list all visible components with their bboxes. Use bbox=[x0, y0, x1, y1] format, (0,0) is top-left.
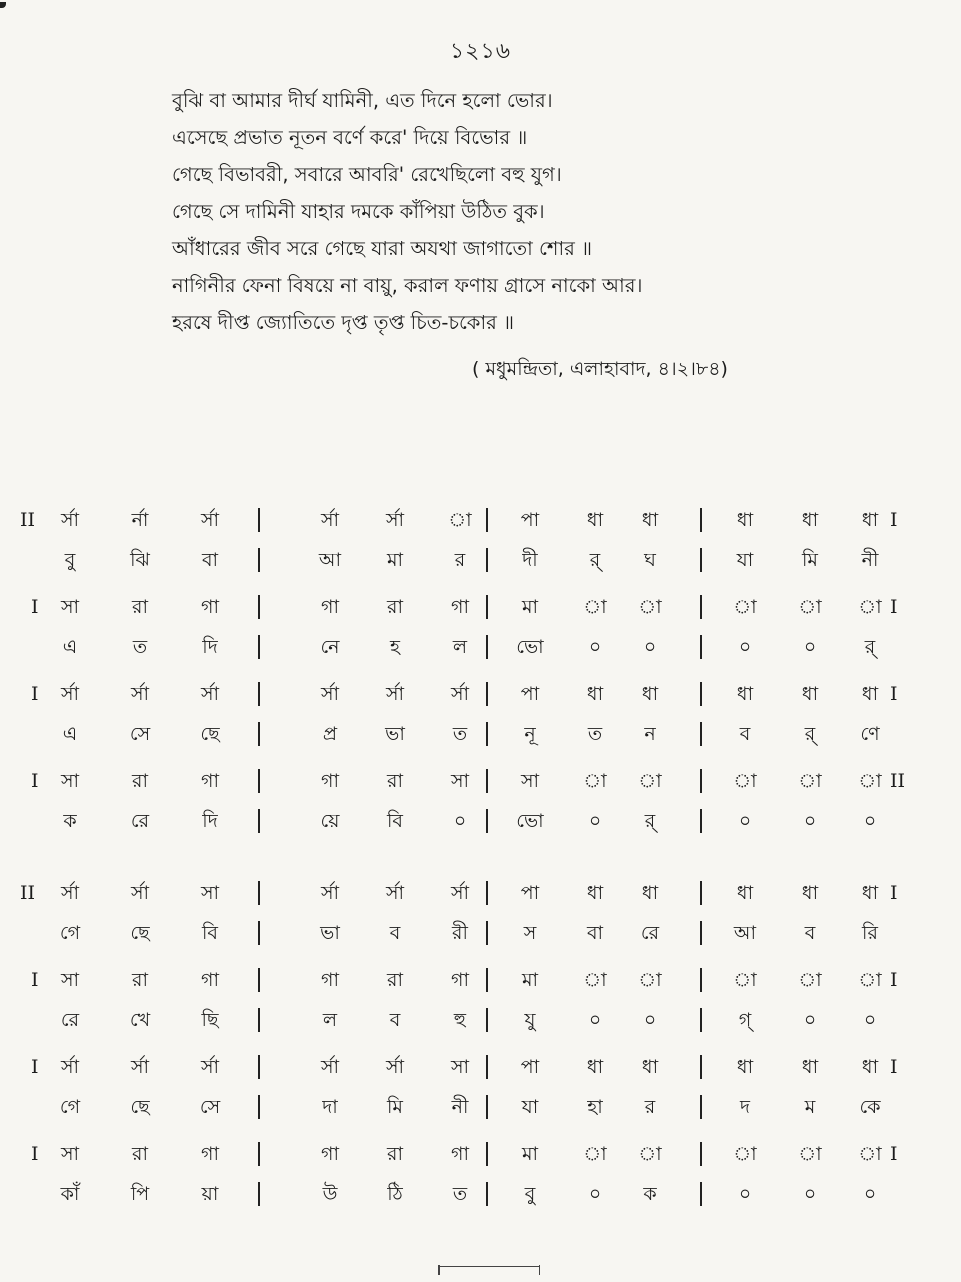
vibhag-separator bbox=[486, 595, 488, 619]
poem-line: নাগিনীর ফেনা বিষয়ে না বায়ু, করাল ফণায় গ্রাসে নাকো আর। bbox=[172, 274, 643, 297]
swara-note: র্সা bbox=[60, 1056, 80, 1078]
swara-note: গা bbox=[451, 1143, 469, 1165]
lyric-row bbox=[0, 801, 961, 841]
poem-line: বুঝি বা আমার দীর্ঘ যামিনী, এত দিনে হলো ভোর। bbox=[172, 89, 553, 112]
swara-note: র্না bbox=[131, 509, 149, 531]
lyric-syllable: ০ bbox=[643, 1009, 657, 1031]
lyric-syllable: গে bbox=[59, 922, 81, 944]
vibhag-separator bbox=[258, 968, 260, 992]
swara-note: া bbox=[858, 596, 882, 618]
vibhag-separator bbox=[258, 1008, 260, 1032]
swara-note: র্সা bbox=[60, 882, 80, 904]
lyric-row bbox=[0, 714, 961, 754]
lyric-syllable: ব bbox=[389, 1009, 401, 1031]
vibhag-separator bbox=[700, 881, 702, 905]
swara-note: পা bbox=[520, 683, 540, 705]
lyric-row bbox=[0, 1174, 961, 1214]
lyric-syllable: খে bbox=[129, 1009, 151, 1031]
lyric-syllable: পি bbox=[130, 1183, 150, 1205]
end-bar-mark: I bbox=[890, 1056, 898, 1078]
swara-note: র্সা bbox=[385, 683, 405, 705]
swara-note: র্সা bbox=[385, 1056, 405, 1078]
swara-note: সা bbox=[60, 1143, 80, 1165]
swara-note: া bbox=[638, 1143, 662, 1165]
vibhag-separator bbox=[700, 809, 702, 833]
lyric-syllable: দী bbox=[522, 549, 538, 571]
swara-note: ধা bbox=[736, 882, 754, 904]
lyric-row bbox=[0, 627, 961, 667]
vibhag-separator bbox=[700, 722, 702, 746]
lyric-syllable: ক bbox=[63, 810, 77, 832]
vibhag-separator bbox=[486, 921, 488, 945]
vibhag-separator bbox=[258, 881, 260, 905]
lyric-syllable: দি bbox=[202, 810, 218, 832]
vibhag-separator bbox=[258, 1095, 260, 1119]
swara-note: মা bbox=[521, 1143, 539, 1165]
vibhag-separator bbox=[486, 968, 488, 992]
poem-line: গেছে বিভাবরী, সবারে আবরি' রেখেছিলো বহু যুগ। bbox=[172, 163, 562, 186]
swara-note: সা bbox=[520, 770, 540, 792]
swara-note: া bbox=[583, 770, 607, 792]
lyric-row bbox=[0, 540, 961, 580]
bottom-bracket-mark bbox=[438, 1266, 540, 1279]
lyric-syllable: র bbox=[644, 1096, 656, 1118]
end-bar-mark: I bbox=[890, 1143, 898, 1165]
lyric-syllable: মি bbox=[387, 1096, 403, 1118]
lyric-syllable: বু bbox=[64, 549, 76, 571]
swara-note: া bbox=[733, 770, 757, 792]
vibhag-separator bbox=[258, 809, 260, 833]
swara-note: া bbox=[448, 509, 472, 531]
end-bar-mark: I bbox=[890, 596, 898, 618]
vibhag-separator bbox=[486, 1095, 488, 1119]
swara-note: ধা bbox=[641, 882, 659, 904]
lyric-syllable: ০ bbox=[803, 636, 817, 658]
vibhag-separator bbox=[700, 508, 702, 532]
lyric-syllable: রী bbox=[452, 922, 468, 944]
start-bar-mark: II bbox=[20, 509, 36, 531]
end-bar-mark: I bbox=[890, 969, 898, 991]
swara-row bbox=[0, 587, 961, 627]
lyric-syllable: বা bbox=[201, 549, 219, 571]
lyric-syllable: দা bbox=[322, 1096, 338, 1118]
lyric-syllable: সে bbox=[129, 723, 151, 745]
swara-note: পা bbox=[520, 882, 540, 904]
end-bar-mark: I bbox=[890, 882, 898, 904]
page-number: ১২১৬ bbox=[449, 39, 512, 64]
lyric-syllable: ভা bbox=[385, 723, 405, 745]
lyric-syllable: ক bbox=[643, 1183, 657, 1205]
lyric-syllable: ছে bbox=[200, 723, 220, 745]
vibhag-separator bbox=[258, 722, 260, 746]
vibhag-separator bbox=[486, 1055, 488, 1079]
corner-mark bbox=[0, 2, 6, 8]
lyric-syllable: এ bbox=[62, 636, 78, 658]
start-bar-mark: I bbox=[31, 969, 39, 991]
swara-note: সা bbox=[450, 1056, 470, 1078]
swara-note: র্সা bbox=[200, 509, 220, 531]
vibhag-separator bbox=[258, 921, 260, 945]
vibhag-separator bbox=[258, 682, 260, 706]
lyric-syllable: প্র bbox=[322, 723, 338, 745]
lyric-syllable: ০ bbox=[863, 1009, 877, 1031]
lyric-syllable: ন bbox=[644, 723, 656, 745]
lyric-syllable: এ bbox=[62, 723, 78, 745]
lyric-syllable: রি bbox=[862, 922, 878, 944]
start-bar-mark: I bbox=[31, 683, 39, 705]
swara-note: ধা bbox=[861, 882, 879, 904]
vibhag-separator bbox=[700, 1055, 702, 1079]
start-bar-mark: II bbox=[20, 882, 36, 904]
vibhag-separator bbox=[700, 1095, 702, 1119]
vibhag-separator bbox=[700, 635, 702, 659]
swara-note: গা bbox=[451, 596, 469, 618]
swara-row bbox=[0, 873, 961, 913]
start-bar-mark: I bbox=[31, 1143, 39, 1165]
swara-note: ধা bbox=[861, 1056, 879, 1078]
swara-note: ধা bbox=[641, 683, 659, 705]
lyric-syllable: ০ bbox=[738, 810, 752, 832]
lyric-syllable: ০ bbox=[863, 1183, 877, 1205]
lyric-syllable: বু bbox=[524, 1183, 536, 1205]
lyric-syllable: আ bbox=[318, 549, 342, 571]
swara-note: ধা bbox=[736, 1056, 754, 1078]
swara-note: গা bbox=[321, 969, 339, 991]
swara-note: র্সা bbox=[450, 683, 470, 705]
swara-note: া bbox=[583, 969, 607, 991]
lyric-syllable: ত bbox=[452, 1183, 468, 1205]
swara-note: রা bbox=[387, 1143, 403, 1165]
lyric-syllable: ব bbox=[804, 922, 816, 944]
start-bar-mark: I bbox=[31, 1056, 39, 1078]
vibhag-separator bbox=[700, 1142, 702, 1166]
vibhag-separator bbox=[486, 1182, 488, 1206]
swara-note: ধা bbox=[586, 509, 604, 531]
swara-note: া bbox=[858, 1143, 882, 1165]
lyric-syllable: ণে bbox=[860, 723, 880, 745]
vibhag-separator bbox=[258, 1142, 260, 1166]
vibhag-separator bbox=[258, 595, 260, 619]
swara-note: ধা bbox=[586, 1056, 604, 1078]
swara-note: র্সা bbox=[60, 683, 80, 705]
lyric-row bbox=[0, 1000, 961, 1040]
swara-note: া bbox=[798, 969, 822, 991]
lyric-syllable: উ bbox=[322, 1183, 338, 1205]
poem-line: হরষে দীপ্ত জ্যোতিতে দৃপ্ত তৃপ্ত চিত-চকোর ॥ bbox=[172, 311, 515, 334]
lyric-syllable: ছি bbox=[201, 1009, 219, 1031]
swara-note: গা bbox=[451, 969, 469, 991]
lyric-syllable: ম bbox=[804, 1096, 816, 1118]
end-bar-mark: I bbox=[890, 683, 898, 705]
swara-note: রা bbox=[387, 969, 403, 991]
swara-row bbox=[0, 1047, 961, 1087]
lyric-syllable: গ্ bbox=[738, 1009, 752, 1031]
swara-note: া bbox=[638, 596, 662, 618]
lyric-syllable: ঠি bbox=[387, 1183, 403, 1205]
swara-note: ধা bbox=[861, 683, 879, 705]
lyric-syllable: দি bbox=[202, 636, 218, 658]
swara-note: র্সা bbox=[385, 882, 405, 904]
swara-row bbox=[0, 500, 961, 540]
lyric-syllable: ০ bbox=[738, 636, 752, 658]
lyric-syllable: ল bbox=[322, 1009, 338, 1031]
swara-note: গা bbox=[201, 969, 219, 991]
lyric-syllable: নী bbox=[451, 1096, 469, 1118]
swara-note: গা bbox=[201, 1143, 219, 1165]
swara-note: া bbox=[733, 596, 757, 618]
swara-note: া bbox=[583, 1143, 607, 1165]
swara-note: া bbox=[733, 1143, 757, 1165]
swara-note: া bbox=[798, 770, 822, 792]
swara-note: সা bbox=[60, 596, 80, 618]
lyric-syllable: ভা bbox=[320, 922, 340, 944]
lyric-syllable: দ bbox=[740, 1096, 750, 1118]
swara-note: ধা bbox=[736, 509, 754, 531]
swara-note: সা bbox=[60, 969, 80, 991]
swara-note: রা bbox=[132, 969, 148, 991]
swara-note: সা bbox=[60, 770, 80, 792]
vibhag-separator bbox=[258, 508, 260, 532]
vibhag-separator bbox=[700, 769, 702, 793]
swara-note: ধা bbox=[801, 882, 819, 904]
swara-note: সা bbox=[450, 770, 470, 792]
swara-note: ধা bbox=[801, 683, 819, 705]
lyric-syllable: যা bbox=[736, 549, 754, 571]
lyric-syllable: ০ bbox=[863, 810, 877, 832]
swara-note: া bbox=[858, 969, 882, 991]
lyric-syllable: ভো bbox=[516, 636, 544, 658]
swara-row bbox=[0, 960, 961, 1000]
swara-note: া bbox=[638, 770, 662, 792]
lyric-syllable: রে bbox=[130, 810, 150, 832]
lyric-row bbox=[0, 1087, 961, 1127]
start-bar-mark: I bbox=[31, 596, 39, 618]
swara-note: গা bbox=[321, 770, 339, 792]
swara-note: সা bbox=[200, 882, 220, 904]
end-bar-mark: II bbox=[890, 770, 906, 792]
swara-note: া bbox=[798, 596, 822, 618]
swara-row bbox=[0, 674, 961, 714]
lyric-syllable: ০ bbox=[738, 1183, 752, 1205]
swara-note: মা bbox=[521, 969, 539, 991]
swara-note: পা bbox=[520, 509, 540, 531]
swara-note: র্সা bbox=[320, 1056, 340, 1078]
lyric-syllable: মা bbox=[386, 549, 404, 571]
lyric-syllable: বি bbox=[386, 810, 404, 832]
end-bar-mark: I bbox=[890, 509, 898, 531]
swara-note: র্সা bbox=[200, 1056, 220, 1078]
vibhag-separator bbox=[486, 508, 488, 532]
swara-note: রা bbox=[387, 596, 403, 618]
vibhag-separator bbox=[486, 1142, 488, 1166]
swara-row bbox=[0, 1134, 961, 1174]
lyric-syllable: র bbox=[454, 549, 466, 571]
swara-note: রা bbox=[132, 596, 148, 618]
lyric-syllable: ০ bbox=[803, 1009, 817, 1031]
swara-note: গা bbox=[321, 596, 339, 618]
swara-note: া bbox=[638, 969, 662, 991]
swara-note: র্সা bbox=[130, 882, 150, 904]
lyric-syllable: কাঁ bbox=[60, 1183, 80, 1205]
lyric-syllable: ০ bbox=[803, 1183, 817, 1205]
lyric-syllable: ঘ bbox=[644, 549, 656, 571]
swara-note: গা bbox=[201, 596, 219, 618]
lyric-syllable: বি bbox=[201, 922, 219, 944]
swara-note: পা bbox=[520, 1056, 540, 1078]
swara-note: র্সা bbox=[60, 509, 80, 531]
lyric-syllable: ০ bbox=[588, 636, 602, 658]
lyric-syllable: ০ bbox=[803, 810, 817, 832]
lyric-syllable: ভো bbox=[516, 810, 544, 832]
lyric-syllable: যু bbox=[524, 1009, 536, 1031]
lyric-syllable: র্ bbox=[644, 810, 656, 832]
swara-note: র্সা bbox=[320, 683, 340, 705]
swara-note: া bbox=[858, 770, 882, 792]
vibhag-separator bbox=[700, 921, 702, 945]
vibhag-separator bbox=[486, 682, 488, 706]
swara-note: র্সা bbox=[385, 509, 405, 531]
attribution: ( মধুমন্দ্রিতা, এলাহাবাদ, ৪।২।৮৪) bbox=[472, 358, 728, 380]
lyric-syllable: নে bbox=[320, 636, 340, 658]
swara-note: ধা bbox=[801, 509, 819, 531]
lyric-syllable: য়ে bbox=[320, 810, 340, 832]
poem-line: এসেছে প্রভাত নূতন বর্ণে করে' দিয়ে বিভোর ॥ bbox=[172, 126, 528, 149]
swara-note: ধা bbox=[586, 882, 604, 904]
lyric-syllable: ত bbox=[587, 723, 603, 745]
swara-note: গা bbox=[201, 770, 219, 792]
vibhag-separator bbox=[700, 682, 702, 706]
swara-note: া bbox=[733, 969, 757, 991]
vibhag-separator bbox=[700, 1008, 702, 1032]
lyric-syllable: কে bbox=[859, 1096, 881, 1118]
lyric-syllable: বা bbox=[586, 922, 604, 944]
swara-note: র্সা bbox=[450, 882, 470, 904]
lyric-syllable: নূ bbox=[524, 723, 536, 745]
vibhag-separator bbox=[258, 769, 260, 793]
lyric-syllable: গে bbox=[59, 1096, 81, 1118]
swara-note: রা bbox=[387, 770, 403, 792]
lyric-syllable: ত bbox=[452, 723, 468, 745]
vibhag-separator bbox=[700, 548, 702, 572]
lyric-syllable: ০ bbox=[453, 810, 467, 832]
lyric-syllable: হু bbox=[453, 1009, 467, 1031]
lyric-syllable: য়া bbox=[201, 1183, 219, 1205]
vibhag-separator bbox=[258, 548, 260, 572]
start-bar-mark: I bbox=[31, 770, 39, 792]
lyric-syllable: ব bbox=[389, 922, 401, 944]
swara-note: রা bbox=[132, 770, 148, 792]
lyric-syllable: র্ bbox=[864, 636, 876, 658]
lyric-syllable: রে bbox=[60, 1009, 80, 1031]
vibhag-separator bbox=[486, 635, 488, 659]
lyric-syllable: সে bbox=[199, 1096, 221, 1118]
poem bbox=[172, 82, 812, 341]
lyric-syllable: রে bbox=[640, 922, 660, 944]
lyric-syllable: ছে bbox=[130, 1096, 150, 1118]
vibhag-separator bbox=[486, 1008, 488, 1032]
lyric-syllable: ব bbox=[739, 723, 751, 745]
swara-note: ধা bbox=[861, 509, 879, 531]
notation-table bbox=[0, 500, 961, 1221]
vibhag-separator bbox=[700, 595, 702, 619]
lyric-syllable: ০ bbox=[588, 1009, 602, 1031]
swara-note: া bbox=[798, 1143, 822, 1165]
lyric-syllable: ঝি bbox=[130, 549, 150, 571]
lyric-row bbox=[0, 913, 961, 953]
swara-note: ধা bbox=[736, 683, 754, 705]
lyric-syllable: ০ bbox=[588, 1183, 602, 1205]
vibhag-separator bbox=[258, 1055, 260, 1079]
lyric-syllable: আ bbox=[733, 922, 757, 944]
vibhag-separator bbox=[486, 809, 488, 833]
lyric-syllable: ছে bbox=[130, 922, 150, 944]
lyric-syllable: ল bbox=[452, 636, 468, 658]
swara-note: র্সা bbox=[200, 683, 220, 705]
vibhag-separator bbox=[700, 1182, 702, 1206]
vibhag-separator bbox=[486, 548, 488, 572]
swara-note: র্সা bbox=[320, 509, 340, 531]
lyric-syllable: মি bbox=[802, 549, 818, 571]
lyric-syllable: হ bbox=[390, 636, 400, 658]
lyric-syllable: ত bbox=[132, 636, 148, 658]
swara-note: া bbox=[583, 596, 607, 618]
vibhag-separator bbox=[258, 635, 260, 659]
vibhag-separator bbox=[258, 1182, 260, 1206]
lyric-syllable: নী bbox=[861, 549, 879, 571]
lyric-syllable: যা bbox=[521, 1096, 539, 1118]
swara-note: গা bbox=[321, 1143, 339, 1165]
swara-note: ধা bbox=[586, 683, 604, 705]
vibhag-separator bbox=[486, 722, 488, 746]
lyric-syllable: হা bbox=[587, 1096, 603, 1118]
swara-note: ধা bbox=[641, 509, 659, 531]
lyric-syllable: র্ bbox=[589, 549, 601, 571]
lyric-syllable: ০ bbox=[643, 636, 657, 658]
lyric-syllable: ০ bbox=[588, 810, 602, 832]
lyric-syllable: র্ bbox=[804, 723, 816, 745]
swara-note: র্সা bbox=[130, 683, 150, 705]
vibhag-separator bbox=[486, 769, 488, 793]
poem-line: গেছে সে দামিনী যাহার দমকে কাঁপিয়া উঠিত বুক। bbox=[172, 200, 545, 223]
swara-note: র্সা bbox=[320, 882, 340, 904]
lyric-syllable: স bbox=[523, 922, 537, 944]
swara-note: র্সা bbox=[130, 1056, 150, 1078]
swara-row bbox=[0, 761, 961, 801]
swara-note: রা bbox=[132, 1143, 148, 1165]
vibhag-separator bbox=[700, 968, 702, 992]
swara-note: মা bbox=[521, 596, 539, 618]
poem-line: আঁধারের জীব সরে গেছে যারা অযথা জাগাতো শোর ॥ bbox=[172, 237, 593, 260]
swara-note: ধা bbox=[641, 1056, 659, 1078]
vibhag-separator bbox=[486, 881, 488, 905]
swara-note: ধা bbox=[801, 1056, 819, 1078]
